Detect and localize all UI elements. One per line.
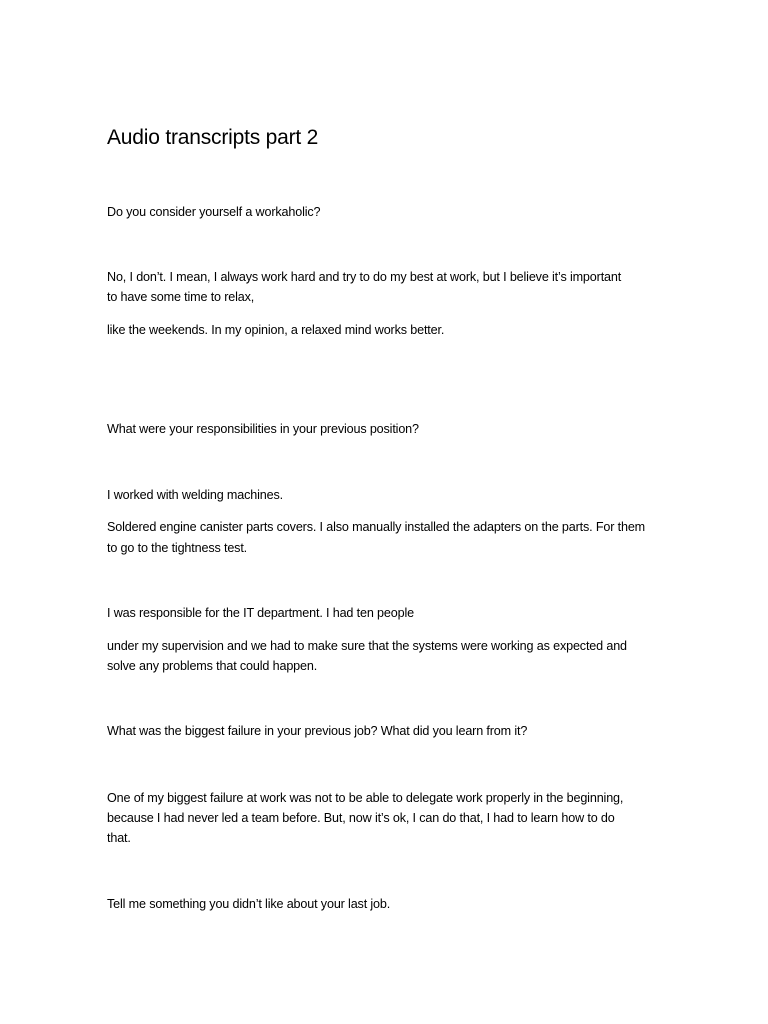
answer-line: to go to the tightness test.: [107, 541, 248, 555]
question-workaholic: Do you consider yourself a workaholic?: [107, 205, 321, 219]
answer-line: Soldered engine canister parts covers. I also manually installed the adapters on the parts. For them: [107, 520, 646, 534]
answer-line: I was responsible for the IT department. I had ten people: [107, 606, 414, 620]
answer-line: that.: [107, 831, 131, 845]
question-responsibilities: What were your responsibilities in your previous position?: [107, 422, 419, 436]
answer-line: No, I don’t. I mean, I always work hard and try to do my best at work, but I believe it’s important: [107, 270, 622, 284]
question-last-job: Tell me something you didn’t like about your last job.: [107, 897, 391, 911]
document-title: Audio transcripts part 2: [107, 126, 319, 149]
answer-line: solve any problems that could happen.: [107, 659, 318, 673]
question-biggest-failure: What was the biggest failure in your previous job? What did you learn from it?: [107, 724, 528, 738]
answer-line: like the weekends. In my opinion, a relaxed mind works better.: [107, 323, 445, 337]
answer-line: One of my biggest failure at work was not to be able to delegate work properly in the beginning,: [107, 791, 624, 805]
answer-line: because I had never led a team before. But, now it’s ok, I can do that, I had to learn how to do: [107, 811, 615, 825]
answer-line: to have some time to relax,: [107, 290, 255, 304]
answer-line: I worked with welding machines.: [107, 488, 283, 502]
answer-line: under my supervision and we had to make sure that the systems were working as expected and: [107, 639, 627, 653]
